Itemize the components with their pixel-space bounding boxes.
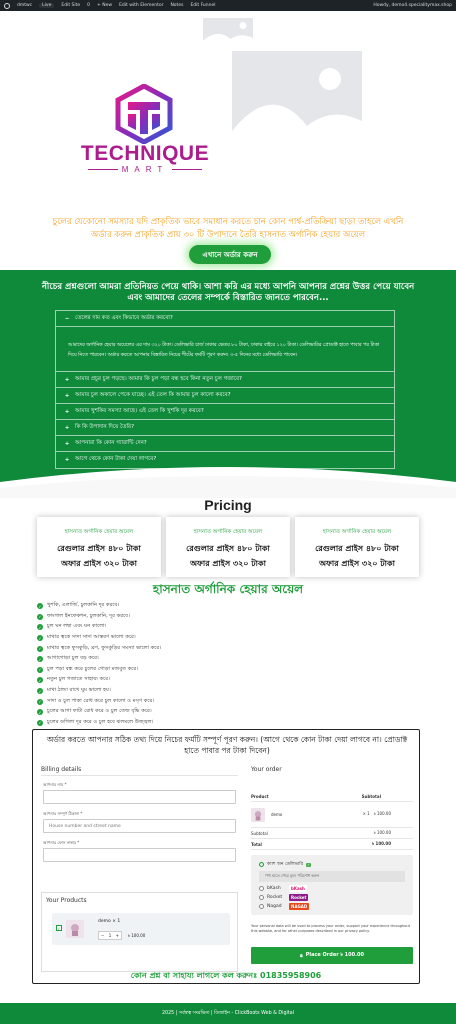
price-card-name: হাসনাত অর্গানিক হেয়ার অয়েল xyxy=(64,529,134,535)
admin-bar-item-edit-site[interactable]: Edit Site xyxy=(61,3,81,8)
feature-text: খুশকি, এলার্জি, চুলকানি দূর করবে। xyxy=(47,602,120,609)
plus-icon: + xyxy=(64,408,70,415)
admin-bar-item-notes[interactable]: Notes xyxy=(170,3,184,8)
bkash-logo-icon: bKash xyxy=(291,886,305,891)
product-thumbnail xyxy=(66,920,84,938)
feature-text: মাথা ঠান্ডা রাখে ঘুম ভালো হয়। xyxy=(47,687,111,694)
price-card xyxy=(166,517,290,577)
admin-bar-item-new[interactable]: + New xyxy=(97,3,113,8)
table-header xyxy=(251,792,413,802)
address-placeholder: House number and street name xyxy=(49,823,121,829)
faq-question: কি কি উপাদান দিয়ে তৈরি? xyxy=(75,423,134,430)
radio[interactable] xyxy=(259,886,264,891)
features-list xyxy=(37,601,417,728)
minus-icon[interactable]: − xyxy=(101,933,105,938)
payment-cod-label: ক্যাশ অন ডেলিভারি xyxy=(267,862,304,867)
name-field[interactable] xyxy=(43,790,236,804)
price-card-offer: অফার প্রাইস ৩২০ টাকা xyxy=(61,559,137,568)
list-item xyxy=(37,612,417,623)
payment-methods xyxy=(251,855,413,915)
faq-section xyxy=(0,270,456,498)
phone-label: আপনার ফোন নাম্বার * xyxy=(43,840,80,845)
admin-bar-item-site[interactable]: dmtwc xyxy=(17,3,33,8)
divider xyxy=(41,775,238,776)
price-card-regular: রেগুলার প্রাইস ৪৮০ টাকা xyxy=(57,544,141,553)
payment-option-nagad[interactable] xyxy=(259,904,282,909)
feature-text: চুল ঘন লম্বা এবং ঘন কালো। xyxy=(47,623,107,630)
check-circle-icon: ✓ xyxy=(38,635,42,641)
address-field[interactable] xyxy=(43,819,236,833)
faq-question: আগে থেকে কোন টাকা দেয়া লাগবে? xyxy=(75,456,157,462)
faq-accordion xyxy=(55,310,395,469)
check-circle-icon: ✓ xyxy=(38,614,42,620)
faq-question: আমার চুল অকালে পেকে যাচ্ছে। এই তেল কি আমার চুল কালো করবে? xyxy=(75,391,231,398)
table-row xyxy=(251,839,413,850)
faq-item[interactable] xyxy=(56,404,394,420)
list-item xyxy=(37,643,417,654)
billing-title: Billing details xyxy=(41,766,82,773)
lock-icon: 🔒︎ xyxy=(300,952,303,959)
feature-text: চুলের ডগিলা দূর করে ও চুল হবে ঝলমলে উজ্জ্বল। xyxy=(47,718,154,725)
payment-option-rocket[interactable] xyxy=(259,895,282,900)
image-placeholder-large xyxy=(232,51,362,157)
admin-bar-item-elementor[interactable]: Edit with Elementor xyxy=(119,3,164,8)
subtotal-value: ৳ 100.00 xyxy=(373,829,391,835)
check-circle-icon: ✓ xyxy=(38,603,42,609)
feature-text: নতুন চুল গজাতে সাহায্য করে। xyxy=(47,676,110,683)
feature-text: চুলের আগা ফাটা রোধ করে ও চুল তেজ বৃদ্ধি করে। xyxy=(47,708,152,715)
call-line: কোন প্রশ্ন বা সাহায্য লাগলে কল করুনঃ 01835958906 xyxy=(130,971,322,980)
payment-option-cod[interactable] xyxy=(259,861,311,868)
plus-icon: + xyxy=(64,457,70,463)
check-circle-icon: ✓ xyxy=(38,688,42,694)
radio[interactable] xyxy=(259,904,264,909)
plus-icon[interactable]: + xyxy=(115,933,119,938)
name-label: আপনার নাম * xyxy=(43,782,67,787)
price-card-regular: রেগুলার প্রাইস ৪৮০ টাকা xyxy=(315,544,399,553)
order-line-name: demo xyxy=(271,812,283,817)
list-item xyxy=(37,654,417,665)
total-value: ৳ 100.00 xyxy=(372,840,391,846)
hero-tagline: চুলের যেকোনো সমস্যার যদি প্রাকৃতিক ভাবে সমাধান করতে চান কোন পার্শ্ব-প্রতিক্রিয়া ছাড়া তাহলে এখনি অর্ডার করুন প্রাকৃতিক প্রায় ৩০ টি উপাদানে তৈরি হাসনাত অর্গানিক হেয়ার অয়েল xyxy=(52,217,404,240)
radio[interactable] xyxy=(259,895,264,900)
payment-nagad-label: Nagad xyxy=(267,904,282,909)
order-summary-table xyxy=(251,792,413,850)
list-item xyxy=(37,718,417,729)
admin-bar-item-edit-funnel[interactable]: Edit Funnel xyxy=(190,3,216,8)
order-note: অর্ডার করতে আপনার সঠিক তথ্য দিয়ে নিচের ফর্মটি সম্পূর্ণ পূরণ করুন। (আগে থেকে কোন টাকা দেয়া লাগবে না। প্রোডাক্ট হাতে পাবার পর টাকা দিবেন) xyxy=(46,735,408,755)
faq-item[interactable] xyxy=(56,388,394,404)
column-header-product: Product xyxy=(251,794,269,799)
product-row[interactable] xyxy=(52,913,230,945)
section-wave-divider xyxy=(0,458,456,498)
product-price: ৳ 100.00 xyxy=(128,933,146,938)
list-item xyxy=(37,696,417,707)
rocket-logo-icon: Rocket xyxy=(291,895,307,900)
table-row xyxy=(251,802,413,828)
wp-logo-icon[interactable] xyxy=(4,3,10,9)
price-card-offer: অফার প্রাইস ৩২০ টাকা xyxy=(190,559,266,568)
product-thumbnail xyxy=(251,808,265,822)
check-circle-icon: ✓ xyxy=(38,699,42,705)
table-row xyxy=(251,828,413,839)
brand-logo-text: TECHNIQUE xyxy=(80,142,210,165)
price-card-offer: অফার প্রাইস ৩২০ টাকা xyxy=(319,559,395,568)
payment-option-bkash[interactable] xyxy=(259,886,281,891)
feature-text: ফাংগাল ইনফেকশন, চুলকানি, দূর করবে। xyxy=(47,612,130,619)
faq-answer: আমাদের অর্গানিক হেয়ার অয়েলের এর দাম ৩২০ টাকা। ডেলিভারি চার্জ ঢাকার ভেতর ৮০ টাকা, ঢাকার বাইরে ১২০ টাকা। ডেলিভারির প্রোডাক্ট হাতে পাবার পর টাকা দিয়ে নিতে পারবেন। অর্ডার করতে আপনার বিস্তারিত নিচের শীটের ফর্মটি পূরণ করুন। ৩-৫ দিনের মধ্যে ডেলিভারি পাবেন। xyxy=(56,327,394,372)
price-card-name: হাসনাত অর্গানিক হেয়ার অয়েল xyxy=(193,529,263,535)
price-card xyxy=(295,517,419,577)
plus-icon: + xyxy=(64,424,70,431)
brand-logo-subtext: MART xyxy=(70,165,220,174)
price-card xyxy=(37,517,161,577)
price-card-name: হাসনাত অর্গানিক হেয়ার অয়েল xyxy=(322,529,392,535)
check-circle-icon: ✓ xyxy=(38,646,42,652)
admin-bar-item-comments[interactable]: 0 xyxy=(87,3,91,8)
check-circle-icon: ✓ xyxy=(38,720,42,726)
footer-text: 2025 | সর্বস্বত্ব সংরক্ষিত | ডিজাইন - ClickBoots Web & Digital xyxy=(162,1010,294,1016)
list-item xyxy=(37,707,417,718)
column-header-subtotal: Subtotal xyxy=(361,794,381,799)
admin-bar xyxy=(0,0,456,11)
order-line-qty: × 1 xyxy=(362,811,370,816)
feature-text: মাথার ত্বকে সাদা সাদা আস্তরণ ভালো করে। xyxy=(47,634,136,641)
faq-item[interactable] xyxy=(56,436,394,452)
hero-order-button[interactable]: এখানে অর্ডার করুন xyxy=(189,245,271,264)
feature-text: আগাগোড়া চুল বড় করে। xyxy=(47,655,99,662)
payment-cod-note: পণ্য হাতে পেয়ে মূল্য পরিশোধ করুন xyxy=(259,871,405,882)
place-order-label: Place Order ৳ 100.00 xyxy=(305,951,364,958)
plus-icon: + xyxy=(64,392,70,399)
faq-title: নীচের প্রশ্নগুলো আমরা প্রতিনিয়ত পেয়ে থাকি। আশা করি এর মধ্যে আপনি আপনার প্রশ্নের উত্তর পেয়ে যাবেন এবং আমাদের তেলের সম্পর্কে বিস্তারিত জানতে পারবেন... xyxy=(41,282,415,303)
order-line-price: ৳ 100.00 xyxy=(373,811,391,816)
faq-item[interactable] xyxy=(56,372,394,388)
payment-bkash-label: bKash xyxy=(267,886,281,891)
check-circle-icon: ✓ xyxy=(38,624,42,630)
plus-icon: + xyxy=(64,376,70,383)
product-checkbox[interactable]: ✓ xyxy=(57,925,61,931)
faq-item-open[interactable] xyxy=(56,311,394,327)
faq-question: আমার খুশকির সমস্যা আছে। এই তেল কি খুশকি দূর করবে? xyxy=(75,407,204,414)
feature-text: সাদা ও চুল পাকা রোধ করে চুল কালো ও মসৃণ করে। xyxy=(47,697,155,704)
feature-text: চুল পড়া বন্ধ করে চুলের গোড়া মজবুত করে। xyxy=(47,665,139,672)
nagad-logo-icon: NAGAD xyxy=(291,904,308,909)
check-circle-icon: ✓ xyxy=(38,709,42,715)
list-item xyxy=(37,633,417,644)
admin-bar-greeting[interactable]: Howdy, demo4.specialitymax.shop xyxy=(373,3,452,8)
address-label: আপনার সম্পূর্ণ ঠিকানা * xyxy=(43,811,83,816)
faq-item[interactable] xyxy=(56,420,394,436)
list-item xyxy=(37,686,417,697)
pricing-title: Pricing xyxy=(204,497,252,513)
faq-question: আমার প্রচুর চুল পড়ছে। আমার কি চুল পড়া বন্ধ হবে কিনা নতুন চুল গজাবে? xyxy=(75,375,242,382)
plus-icon: + xyxy=(64,440,70,447)
admin-bar-item-live[interactable]: Live xyxy=(39,3,54,8)
check-badge-icon: ✓ xyxy=(307,862,311,867)
order-form xyxy=(32,729,420,984)
check-circle-icon: ✓ xyxy=(38,677,42,683)
payment-rocket-label: Rocket xyxy=(267,895,283,900)
check-circle-icon: ✓ xyxy=(38,667,42,673)
subtotal-label: Subtotal xyxy=(251,830,268,836)
price-card-regular: রেগুলার প্রাইস ৪৮০ টাকা xyxy=(186,544,270,553)
privacy-notice: Your personal data will be used to process your order, support your experience throughout this website, and for other purposes described in our privacy policy. xyxy=(251,924,410,933)
phone-field[interactable] xyxy=(43,848,236,862)
feature-text: মাথার ত্বকে ফুসকুড়ি, ব্রণ, ফুসকুড়ির সমস্যা ভালো করে। xyxy=(47,644,162,651)
total-label: Total xyxy=(251,841,262,847)
brand-logo-icon xyxy=(114,84,174,144)
list-item xyxy=(37,601,417,612)
footer xyxy=(0,1003,456,1024)
check-circle-icon: ✓ xyxy=(38,656,42,662)
products-title: Your Products xyxy=(46,897,87,904)
products-box xyxy=(41,892,238,972)
quantity-value: 1 xyxy=(108,933,112,938)
your-order-title: Your order xyxy=(251,766,282,773)
faq-question: তেলের দাম কত এবং কিভাবে অর্ডার করবো? xyxy=(75,314,173,321)
minus-icon: − xyxy=(64,315,70,322)
place-order-button[interactable] xyxy=(251,947,413,964)
brand-logo xyxy=(70,84,220,184)
list-item xyxy=(37,665,417,676)
faq-question: আপনারা কি কোন গ্যারান্টি দেন? xyxy=(75,439,147,446)
radio-selected[interactable] xyxy=(259,862,264,867)
list-item xyxy=(37,675,417,686)
image-placeholder-small xyxy=(203,18,253,48)
features-title: হাসনাত অর্গানিক হেয়ার অয়েল xyxy=(152,582,304,596)
list-item xyxy=(37,622,417,633)
product-name: demo × 1 xyxy=(98,919,121,924)
quantity-stepper[interactable] xyxy=(98,931,122,940)
